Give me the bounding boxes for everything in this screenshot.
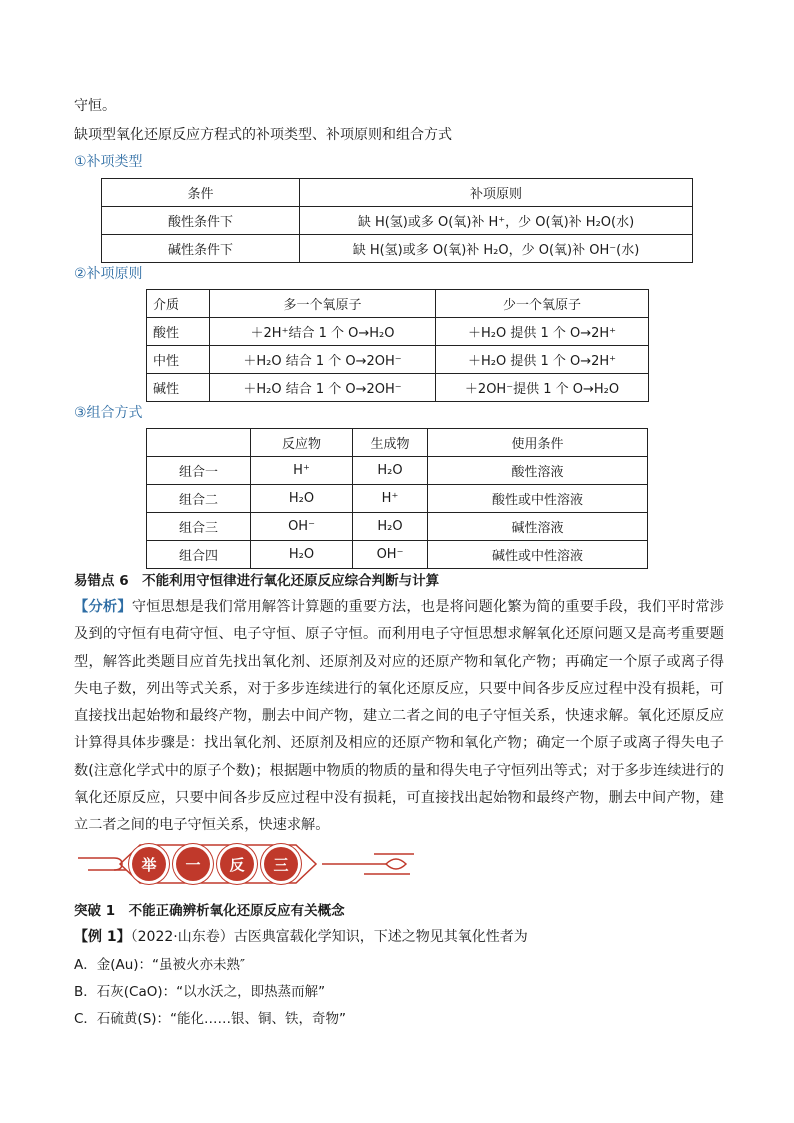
header-cell: 使用条件 [428,429,648,457]
table-cell: OH⁻ [251,513,353,541]
example-banner [74,843,724,885]
table-header-row [102,179,693,207]
table-header-row [147,429,648,457]
table-row [147,541,648,569]
banner-ornament [74,843,724,885]
table-cell: 碱性或中性溶液 [428,541,648,569]
table-cell: OH⁻ [353,541,428,569]
section-heading-supplement-principle: ②补项原则 [74,266,143,282]
table-row [102,207,693,235]
option-c: C．石硫黄(S)：“能化……银、铜、铁，奇物” [74,1011,347,1027]
header-cell: 介质 [147,290,210,318]
table-cell: ＋H₂O 结合 1 个 O→2OH⁻ [210,374,436,402]
table-cell: ＋2OH⁻提供 1 个 O→H₂O [436,374,649,402]
table-row [147,374,649,402]
option-a: A．金(Au)：“虽被火亦未熟″ [74,957,246,973]
table-cell: 酸性条件下 [102,207,300,235]
example-text: （2022·山东卷）古医典富载化学知识，下述之物见其氧化性者为 [130,929,528,945]
example-question [74,926,528,946]
table-cell: 酸性或中性溶液 [428,485,648,513]
header-cell: 反应物 [251,429,353,457]
banner-char-2: 一 [176,847,210,881]
intro-line-1: 守恒。 [74,98,116,114]
table-cell: H₂O [353,457,428,485]
combination-table [146,428,648,569]
table-cell: 碱性条件下 [102,235,300,263]
table-cell: 碱性 [147,374,210,402]
table-row [102,235,693,263]
pitfall-title: 易错点 6 不能利用守恒律进行氧化还原反应综合判断与计算 [74,573,440,589]
analysis-paragraph [74,594,724,840]
table-row [147,346,649,374]
option-b: B．石灰(CaO)：“以水沃之，即热蒸而解” [74,984,326,1000]
table-cell: 组合一 [147,457,251,485]
banner-char-4: 三 [264,847,298,881]
table-cell: 组合四 [147,541,251,569]
table-row [147,485,648,513]
table-cell: 酸性 [147,318,210,346]
table-header-row [147,290,649,318]
intro-line-2: 缺项型氧化还原反应方程式的补项类型、补项原则和组合方式 [74,127,452,143]
supplement-type-table [101,178,693,263]
table-cell: 碱性溶液 [428,513,648,541]
table-row [147,318,649,346]
table-cell: 缺 H(氢)或多 O(氧)补 H⁺，少 O(氧)补 H₂O(水) [300,207,693,235]
table-cell: 组合二 [147,485,251,513]
header-cell: 少一个氧原子 [436,290,649,318]
table-cell: 酸性溶液 [428,457,648,485]
header-cell: 多一个氧原子 [210,290,436,318]
header-cell [147,429,251,457]
supplement-principle-table [146,289,649,402]
table-cell: ＋H₂O 提供 1 个 O→2H⁺ [436,346,649,374]
header-cell: 补项原则 [300,179,693,207]
analysis-tag: 【分析】 [74,599,132,615]
table-cell: 组合三 [147,513,251,541]
table-cell: H₂O [251,541,353,569]
table-cell: H⁺ [353,485,428,513]
table-cell: 缺 H(氢)或多 O(氧)补 H₂O，少 O(氧)补 OH⁻(水) [300,235,693,263]
analysis-text: 守恒思想是我们常用解答计算题的重要方法，也是将问题化繁为简的重要手段，我们平时常涉及到的守恒有电荷守恒、电子守恒、原子守恒。而利用电子守恒思想求解氧化还原问题又是高考重要题型，解答此类题目应首先找出氧化剂、还原剂及对应的还原产物和氧化产物；再确定一个原子或离子得失电子数，列出等式关系，对于多步连续进行的氧化还原反应，只要中间各步反应过程中没有损耗，可直接找出起始物和最终产物，删去中间产物，建立二者之间的电子守恒关系，快速求解。氧化还原反应计算得具体步骤是：找出氧化剂、还原剂及相应的还原产物和氧化产物；确定一个原子或离子得失电子数(注意化学式中的原子个数)；根据题中物质的物质的量和得失电子守恒列出等式；对于多步连续进行的氧化还原反应，只要中间各步反应过程中没有损耗，可直接找出起始物和最终产物，删去中间产物，建立二者之间的电子守恒关系，快速求解。 [74,599,724,834]
example-tag: 【例 1】 [74,929,131,945]
table-cell: ＋H₂O 提供 1 个 O→2H⁺ [436,318,649,346]
banner-char-3: 反 [220,847,254,881]
table-row [147,457,648,485]
header-cell: 条件 [102,179,300,207]
banner-char-1: 举 [132,847,166,881]
table-row [147,513,648,541]
table-cell: H⁺ [251,457,353,485]
section-heading-combination: ③组合方式 [74,405,143,421]
table-cell: H₂O [251,485,353,513]
breakthrough-title: 突破 1 不能正确辨析氧化还原反应有关概念 [74,903,345,919]
header-cell: 生成物 [353,429,428,457]
table-cell: 中性 [147,346,210,374]
table-cell: ＋2H⁺结合 1 个 O→H₂O [210,318,436,346]
table-cell: ＋H₂O 结合 1 个 O→2OH⁻ [210,346,436,374]
table-cell: H₂O [353,513,428,541]
section-heading-supplement-type: ①补项类型 [74,154,143,170]
